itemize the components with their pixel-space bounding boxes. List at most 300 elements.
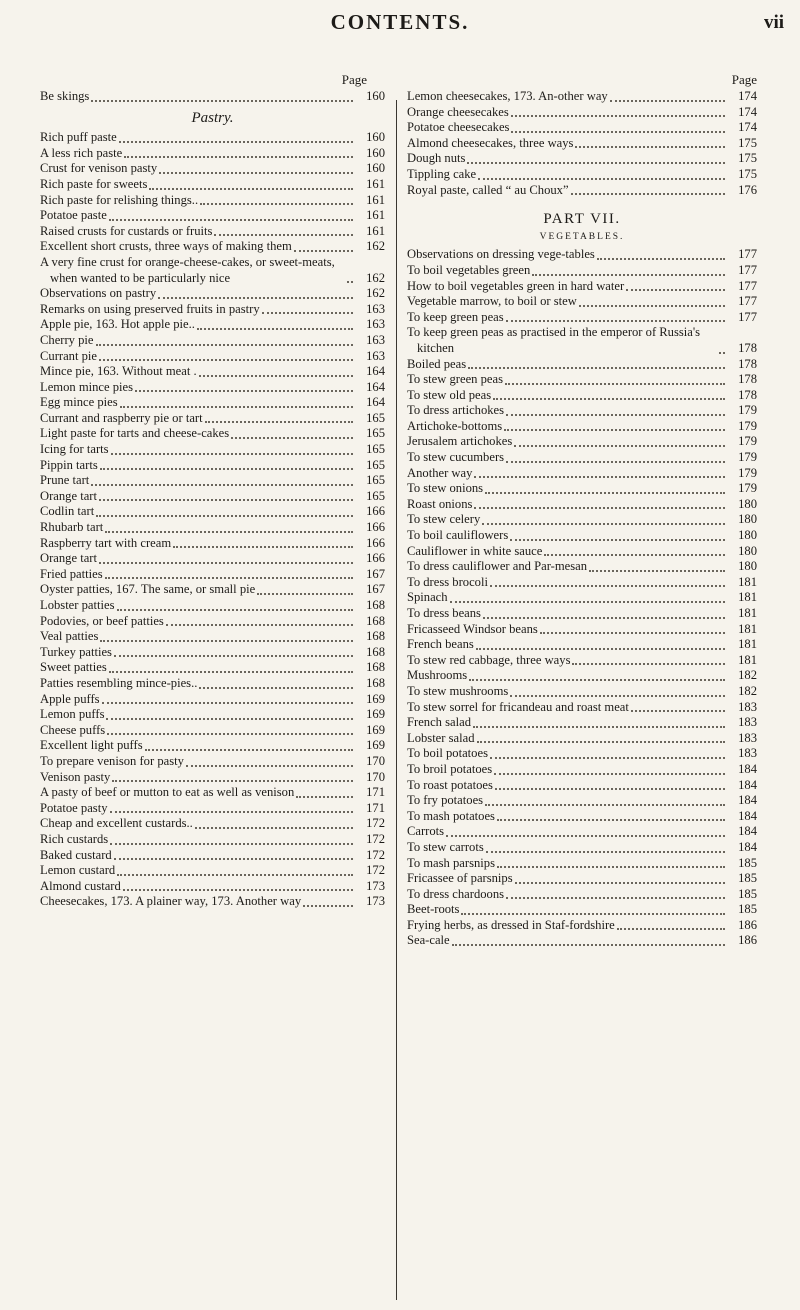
toc-entry-title: Sweet patties: [40, 660, 107, 675]
toc-entry-page: 172: [366, 831, 385, 846]
toc-entry-page: 160: [366, 89, 385, 103]
toc-entry-title: To broil potatoes: [407, 761, 493, 776]
leader-dots: [478, 168, 725, 180]
toc-entry-page: 167: [366, 582, 385, 597]
toc-entry-title: Lemon puffs: [40, 707, 105, 722]
page-column-label: Page: [341, 72, 367, 87]
toc-entry: [407, 887, 757, 903]
leader-dots: [495, 778, 725, 790]
toc-entry-title: Rich custards: [40, 831, 109, 846]
toc-entry-page: 176: [738, 182, 757, 197]
toc-entry-title: Podovies, or beef patties: [40, 613, 164, 628]
toc-entry-title: Lemon custard: [40, 863, 116, 878]
leader-dots: [102, 692, 353, 704]
toc-entry: [407, 606, 757, 622]
toc-entry: [407, 559, 757, 575]
toc-entry-page: 182: [738, 668, 757, 683]
toc-entry-page: 169: [366, 707, 385, 722]
leader-dots: [485, 794, 725, 806]
toc-entry: [407, 372, 757, 388]
leader-dots: [112, 770, 353, 782]
toc-entry: [407, 419, 757, 435]
toc-entry: [40, 520, 385, 536]
leader-dots: [510, 685, 725, 697]
leader-dots: [540, 622, 725, 634]
leader-dots: [109, 661, 353, 673]
toc-entry-page: 183: [738, 699, 757, 714]
toc-entry-page: 164: [366, 379, 385, 394]
toc-entry-title: French beans: [407, 637, 474, 652]
toc-entry-page: 179: [738, 450, 757, 465]
toc-entry-title: To prepare venison for pasty: [40, 753, 184, 768]
leader-dots: [476, 638, 725, 650]
leader-dots: [631, 700, 725, 712]
toc-entry: [40, 551, 385, 567]
leader-dots: [347, 271, 353, 283]
toc-entry-page: 172: [366, 847, 385, 862]
leader-dots: [575, 136, 725, 148]
toc-entry: [40, 770, 385, 786]
leader-dots: [511, 121, 725, 133]
toc-entry: [407, 746, 757, 762]
toc-entry-page: 168: [366, 675, 385, 690]
toc-entry-page: 169: [366, 722, 385, 737]
leader-dots: [114, 848, 353, 860]
toc-entry-page: 183: [738, 715, 757, 730]
toc-entry-title: To dress brocoli: [407, 574, 488, 589]
toc-entry-page: 161: [366, 192, 385, 207]
leader-dots: [494, 763, 725, 775]
toc-entry-page: 163: [366, 332, 385, 347]
toc-entry-title: Observations on pastry: [40, 286, 157, 301]
toc-entry-page: 183: [738, 746, 757, 761]
toc-entry-page: 177: [738, 278, 757, 293]
toc-entry: [407, 668, 757, 684]
toc-entry: [407, 325, 757, 356]
toc-entry: [407, 700, 757, 716]
toc-entry: [40, 224, 385, 240]
toc-entry-page: 181: [738, 652, 757, 667]
toc-entry: [40, 863, 385, 879]
leader-dots: [514, 435, 725, 447]
leader-dots: [474, 466, 725, 478]
toc-entry-page: 166: [366, 520, 385, 535]
toc-entry: [40, 177, 385, 193]
toc-entry: [407, 731, 757, 747]
toc-entry-title: Orange cheesecakes: [407, 104, 509, 119]
right-top-entries: [407, 89, 757, 198]
toc-entry-title: Vegetable marrow, to boil or stew: [407, 294, 577, 309]
toc-entry-title: Fricasseed Windsor beans: [407, 621, 538, 636]
toc-entry: [407, 120, 757, 136]
section-title-pastry: Pastry.: [191, 109, 234, 126]
toc-entry-page: 165: [366, 426, 385, 441]
toc-entry-page: 184: [738, 839, 757, 854]
toc-entry-page: 180: [738, 496, 757, 511]
toc-entry-title: Excellent light puffs: [40, 738, 143, 753]
toc-entry: [40, 395, 385, 411]
toc-entry-title: Icing for tarts: [40, 442, 109, 457]
toc-entry-title: Fried patties: [40, 566, 103, 581]
toc-entry: [40, 161, 385, 177]
toc-entry-title: To stew mushrooms: [407, 683, 509, 698]
toc-entry: [40, 504, 385, 520]
toc-entry: [40, 426, 385, 442]
toc-entry: [407, 89, 757, 105]
toc-entry-title: Rich puff paste: [40, 130, 117, 145]
toc-entry-title: To stew onions: [407, 481, 484, 496]
leader-dots: [473, 716, 725, 728]
leader-dots: [497, 809, 725, 821]
leader-dots: [120, 396, 353, 408]
toc-entry-page: 181: [738, 590, 757, 605]
toc-entry: [407, 105, 757, 121]
toc-entry-page: 168: [366, 629, 385, 644]
toc-entry-title: To roast potatoes: [407, 777, 493, 792]
leader-dots: [617, 918, 725, 930]
toc-entry: [40, 567, 385, 583]
toc-entry: [40, 598, 385, 614]
running-title: CONTENTS.: [330, 10, 470, 34]
part-title: PART VII.: [543, 211, 621, 228]
toc-entry-page: 160: [366, 145, 385, 160]
toc-entry-page: 177: [738, 309, 757, 324]
toc-entry: [40, 193, 385, 209]
toc-entry-page: 175: [738, 166, 757, 181]
toc-entry-page: 168: [366, 644, 385, 659]
toc-entry-title: Potatoe paste: [40, 208, 107, 223]
toc-entry-page: 180: [738, 559, 757, 574]
toc-entry-title: A less rich paste: [40, 145, 123, 160]
toc-entry-title: To boil cauliflowers: [407, 528, 509, 543]
toc-entry-page: 178: [738, 340, 757, 355]
toc-entry-title: To dress beans: [407, 606, 481, 620]
toc-entry-page: 165: [366, 488, 385, 503]
toc-entry-title: Lemon cheesecakes, 173. An-other way: [407, 89, 608, 103]
leader-dots: [145, 739, 353, 751]
toc-entry-title: To dress cauliflower and Par-mesan: [407, 559, 588, 574]
toc-entry: [407, 357, 757, 373]
toc-entry-page: 186: [738, 933, 757, 948]
toc-entry: [407, 279, 757, 295]
toc-entry-title: To boil vegetables green: [407, 262, 531, 277]
toc-entry-title: French salad: [407, 715, 471, 730]
toc-entry: [407, 824, 757, 840]
toc-entry-page: 165: [366, 457, 385, 472]
right-entry-list: [407, 247, 757, 949]
leader-dots: [504, 419, 725, 431]
leader-dots: [485, 482, 725, 494]
toc-entry-page: 185: [738, 902, 757, 917]
toc-entry-title: Baked custard: [40, 847, 112, 862]
toc-entry: [407, 684, 757, 700]
toc-entry-title: Spinach: [407, 590, 448, 605]
leader-dots: [96, 505, 353, 517]
toc-entry-page: 164: [366, 364, 385, 379]
toc-entry: [40, 707, 385, 723]
leader-dots: [505, 373, 725, 385]
toc-entry: [40, 489, 385, 505]
toc-entry-page: 167: [366, 566, 385, 581]
toc-entry-title: A very fine crust for orange-cheese-cakes, or sweet-meats, when wanted to be particularly nice: [40, 254, 335, 285]
toc-entry-title: Mushrooms: [407, 668, 468, 683]
leader-dots: [483, 607, 725, 619]
leader-dots: [117, 599, 354, 611]
toc-entry-title: Mince pie, 163. Without meat .: [40, 364, 197, 379]
toc-entry-title: Orange tart: [40, 488, 97, 503]
toc-entry-title: To keep green peas as practised in the emperor of Russia's kitchen: [407, 325, 701, 355]
leader-dots: [296, 786, 353, 798]
toc-entry-title: Rich paste for relishing things..: [40, 192, 199, 207]
toc-entry: [407, 856, 757, 872]
toc-entry: [407, 715, 757, 731]
toc-entry-page: 178: [738, 387, 757, 402]
toc-entry-page: 169: [366, 691, 385, 706]
toc-entry-page: 178: [738, 372, 757, 387]
toc-entry: [40, 676, 385, 692]
toc-entry-title: Excellent short crusts, three ways of making them: [40, 239, 292, 254]
leader-dots: [506, 310, 725, 322]
toc-entry: [407, 136, 757, 152]
toc-entry-title: Lobster patties: [40, 598, 115, 612]
toc-entry: [40, 255, 385, 286]
toc-entry-page: 163: [366, 348, 385, 363]
toc-entry-page: 186: [738, 917, 757, 932]
leader-dots: [257, 583, 353, 595]
toc-entry-page: 163: [366, 317, 385, 332]
toc-entry-page: 169: [366, 738, 385, 753]
toc-entry-title: To boil potatoes: [407, 746, 488, 761]
toc-entry: [407, 933, 757, 949]
leader-dots: [109, 209, 353, 221]
toc-entry: [407, 762, 757, 778]
toc-entry: [40, 364, 385, 380]
toc-entry-page: 179: [738, 481, 757, 496]
leader-dots: [110, 833, 353, 845]
part-subtitle: VEGETABLES.: [539, 231, 625, 242]
toc-entry-page: 166: [366, 551, 385, 566]
toc-entry-page: 180: [738, 528, 757, 543]
leader-dots: [166, 614, 353, 626]
toc-entry-title: Cheap and excellent custards..: [40, 816, 193, 831]
leader-dots: [195, 817, 353, 829]
toc-entry-title: Cheesecakes, 173. A plainer way, 173. Another way: [40, 894, 302, 909]
toc-entry-title: Almond custard: [40, 878, 121, 893]
leader-dots: [173, 536, 353, 548]
leader-dots: [186, 755, 353, 767]
toc-entry: [407, 590, 757, 606]
toc-entry-title: To keep green peas: [407, 309, 504, 324]
leader-dots: [719, 342, 725, 354]
toc-entry-page: 183: [738, 730, 757, 745]
leader-dots: [572, 653, 725, 665]
leader-dots: [106, 708, 353, 720]
toc-entry: [40, 816, 385, 832]
toc-entry-page: 170: [366, 753, 385, 768]
toc-entry-title: To stew celery: [407, 512, 481, 527]
toc-entry-title: Prune tart: [40, 473, 90, 488]
leader-dots: [610, 90, 725, 102]
toc-entry: [40, 536, 385, 552]
toc-entry-title: Fricassee of parsnips: [407, 871, 513, 886]
toc-entry: [40, 785, 385, 801]
toc-entry-title: Apple pie, 163. Hot apple pie..: [40, 317, 195, 332]
leader-dots: [100, 630, 353, 642]
toc-entry: [40, 89, 385, 105]
toc-entry-title: A pasty of beef or mutton to eat as well as venison: [40, 785, 295, 800]
toc-entry-title: Boiled peas: [407, 356, 467, 371]
toc-entry-page: 162: [366, 286, 385, 301]
leader-dots: [91, 90, 353, 102]
leader-dots: [468, 357, 725, 369]
toc-entry-page: 170: [366, 769, 385, 784]
toc-entry: [407, 481, 757, 497]
toc-entry-title: Almond cheesecakes, three ways: [407, 135, 574, 150]
leader-dots: [589, 560, 725, 572]
toc-entry: [40, 473, 385, 489]
toc-entry-title: Veal patties: [40, 629, 99, 644]
toc-entry-title: To dress artichokes: [407, 403, 505, 418]
toc-entry: [407, 637, 757, 653]
left-column: [40, 72, 385, 910]
leader-dots: [99, 349, 353, 361]
toc-entry-page: 179: [738, 403, 757, 418]
toc-entry: [40, 660, 385, 676]
leader-dots: [159, 162, 353, 174]
toc-entry-title: To mash parsnips: [407, 855, 495, 870]
leader-dots: [124, 146, 353, 158]
toc-entry-page: 166: [366, 535, 385, 550]
column-divider: [396, 100, 397, 1300]
toc-entry-title: To fry potatoes: [407, 793, 484, 808]
leader-dots: [511, 105, 725, 117]
toc-entry-page: 184: [738, 777, 757, 792]
leader-dots: [493, 388, 725, 400]
toc-entry-title: Turkey patties: [40, 644, 112, 659]
toc-entry: [40, 629, 385, 645]
toc-entry-title: Carrots: [407, 824, 445, 839]
leader-dots: [597, 248, 725, 260]
toc-entry-page: 182: [738, 683, 757, 698]
toc-entry-page: 185: [738, 886, 757, 901]
leader-dots: [197, 318, 353, 330]
toc-entry: [40, 239, 385, 255]
toc-entry: [407, 403, 757, 419]
toc-entry-title: Rhubarb tart: [40, 520, 104, 535]
toc-entry: [40, 614, 385, 630]
leader-dots: [262, 302, 353, 314]
toc-entry-title: Lobster salad: [407, 730, 475, 745]
toc-entry: [40, 380, 385, 396]
toc-entry-page: 181: [738, 621, 757, 636]
toc-entry: [40, 894, 385, 910]
toc-entry: [40, 801, 385, 817]
leader-dots: [467, 152, 725, 164]
toc-entry: [40, 582, 385, 598]
toc-entry: [407, 778, 757, 794]
toc-entry-title: To stew carrots: [407, 839, 484, 854]
toc-entry: [40, 302, 385, 318]
toc-entry: [407, 388, 757, 404]
toc-entry-page: 166: [366, 504, 385, 519]
toc-entry: [407, 918, 757, 934]
leader-dots: [119, 131, 353, 143]
leader-dots: [123, 879, 353, 891]
toc-entry: [407, 809, 757, 825]
toc-entry-title: Codlin tart: [40, 504, 95, 519]
toc-entry: [407, 263, 757, 279]
toc-entry-title: Apple puffs: [40, 691, 100, 706]
leader-dots: [158, 287, 353, 299]
toc-entry-page: 165: [366, 473, 385, 488]
toc-entry: [40, 286, 385, 302]
toc-entry-page: 173: [366, 894, 385, 909]
toc-entry: [407, 294, 757, 310]
toc-entry-title: To dress chardoons: [407, 886, 505, 901]
toc-entry-title: Cauliflower in white sauce: [407, 543, 543, 558]
leader-dots: [461, 903, 725, 915]
leader-dots: [506, 404, 725, 416]
toc-entry: [40, 458, 385, 474]
leader-dots: [446, 825, 725, 837]
toc-entry-page: 165: [366, 442, 385, 457]
leader-dots: [294, 240, 353, 252]
toc-entry-page: 184: [738, 808, 757, 823]
toc-entry-page: 177: [738, 262, 757, 277]
toc-entry-page: 171: [366, 785, 385, 800]
toc-entry-page: 179: [738, 465, 757, 480]
leader-dots: [477, 731, 726, 743]
toc-entry: [40, 208, 385, 224]
toc-entry-page: 174: [738, 89, 757, 103]
toc-entry: [407, 512, 757, 528]
toc-entry-page: 161: [366, 223, 385, 238]
toc-entry-title: Potatoe pasty: [40, 800, 108, 815]
toc-entry-page: 161: [366, 208, 385, 223]
toc-entry-page: 179: [738, 434, 757, 449]
leader-dots: [510, 529, 725, 541]
leader-dots: [105, 567, 353, 579]
toc-entry: [40, 879, 385, 895]
toc-entry: [40, 130, 385, 146]
toc-entry: [40, 692, 385, 708]
toc-entry-title: Currant pie: [40, 348, 98, 363]
leader-dots: [469, 669, 725, 681]
toc-entry: [40, 146, 385, 162]
toc-entry-page: 160: [366, 161, 385, 176]
toc-entry-title: Cherry pie: [40, 332, 94, 347]
toc-entry: [407, 622, 757, 638]
leader-dots: [506, 451, 725, 463]
toc-entry-title: Cheese puffs: [40, 722, 106, 737]
toc-entry: [407, 167, 757, 183]
leader-dots: [497, 856, 725, 868]
toc-entry-title: Beet-roots: [407, 902, 460, 917]
toc-entry-title: Jerusalem artichokes: [407, 434, 513, 449]
toc-entry-page: 162: [366, 270, 385, 285]
leader-dots: [515, 872, 725, 884]
toc-entry-title: Royal paste, called “ au Choux”: [407, 182, 569, 197]
toc-entry-page: 160: [366, 130, 385, 145]
toc-entry-title: Remarks on using preserved fruits in pastry: [40, 301, 260, 316]
leader-dots: [199, 677, 353, 689]
leader-dots: [96, 334, 353, 346]
toc-entry-page: 173: [366, 878, 385, 893]
toc-entry-title: To stew sorrel for fricandeau and roast meat: [407, 699, 629, 714]
toc-entry: [40, 832, 385, 848]
toc-entry: [407, 575, 757, 591]
toc-entry-page: 162: [366, 239, 385, 254]
